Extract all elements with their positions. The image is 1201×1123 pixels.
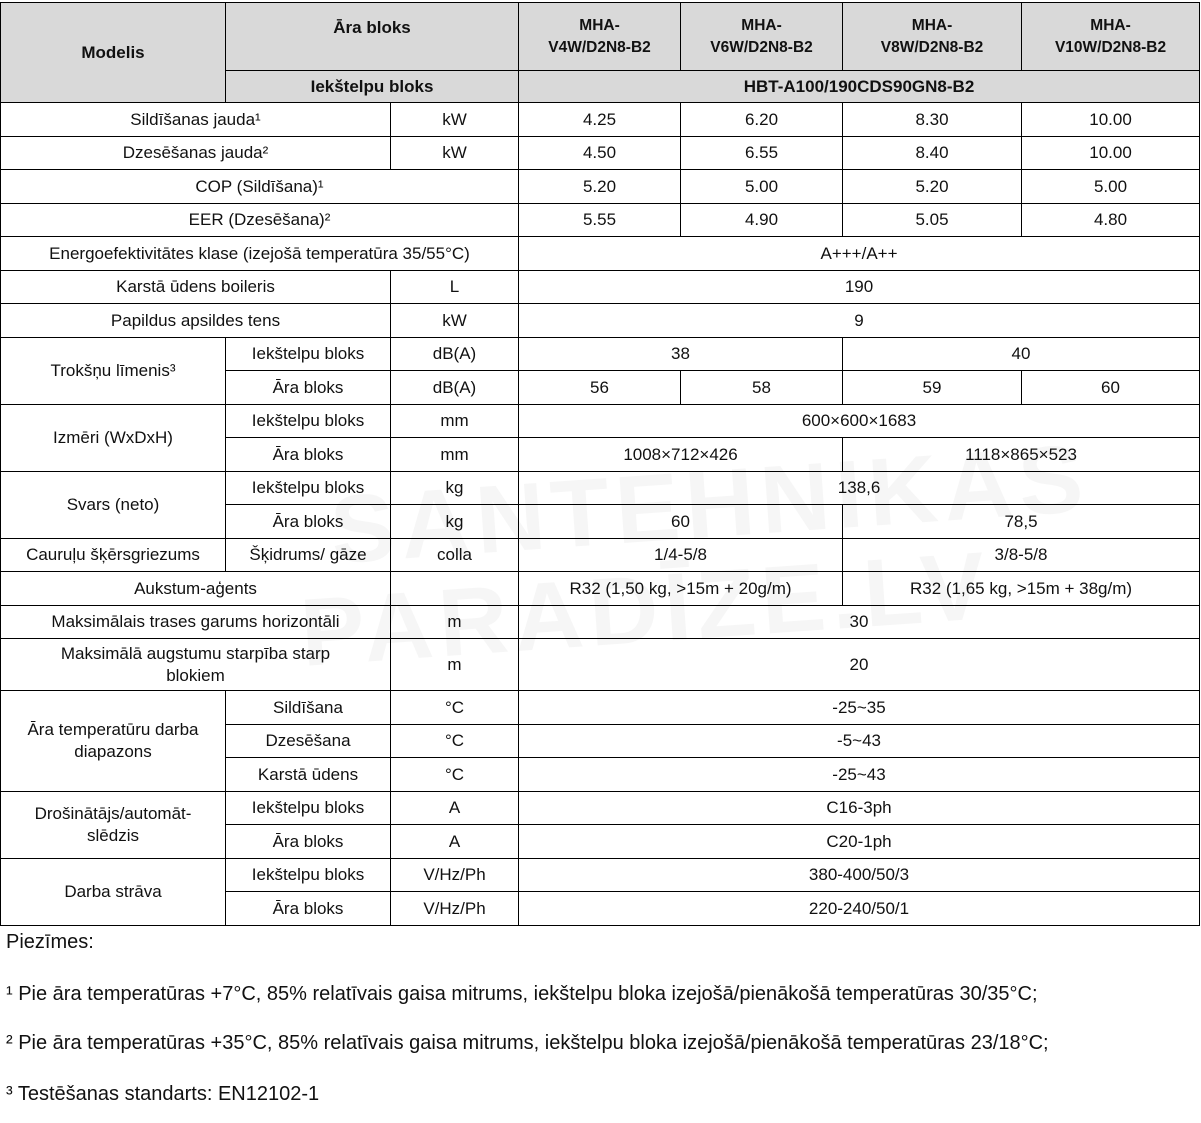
value-pipe-2: 3/8-5/8	[843, 539, 1200, 572]
value-cooling-2: 6.55	[681, 137, 843, 170]
header-indoor-model: HBT-A100/190CDS90GN8-B2	[519, 71, 1200, 103]
value-heating-1: 4.25	[519, 103, 681, 137]
label-boiler: Karstā ūdens boileris	[1, 271, 391, 304]
row-weight-indoor	[1, 472, 1200, 505]
value-cop-2: 5.00	[681, 170, 843, 204]
value-noise-outdoor-1: 56	[519, 371, 681, 405]
row-heating-capacity	[1, 103, 1200, 137]
row-max-height	[1, 639, 1200, 691]
unit-weight-indoor: kg	[391, 472, 519, 505]
value-refrigerant-2: R32 (1,65 kg, >15m + 38g/m)	[843, 572, 1200, 606]
value-temp-heating: -25~35	[519, 691, 1200, 725]
unit-cooling-capacity: kW	[391, 137, 519, 170]
value-heating-3: 8.30	[843, 103, 1022, 137]
value-power-outdoor: 220-240/50/1	[519, 892, 1200, 926]
unit-heating-capacity: kW	[391, 103, 519, 137]
label-refrigerant: Aukstum-aģents	[1, 572, 391, 606]
label-pipe: Cauruļu šķērsgriezums	[1, 539, 226, 572]
label-eer: EER (Dzesēšana)²	[1, 204, 519, 237]
sublabel-pipe: Šķidrums/ gāze	[226, 539, 391, 572]
sublabel-dimensions-outdoor: Āra bloks	[226, 438, 391, 472]
header-outdoor-unit: Āra bloks	[226, 3, 519, 71]
value-fuse-outdoor: C20-1ph	[519, 825, 1200, 859]
label-fuse: Drošinātājs/automāt-slēdzis	[1, 792, 226, 859]
notes-title: Piezīmes:	[6, 931, 94, 953]
value-noise-indoor-1: 38	[519, 338, 843, 371]
unit-temp-heating: °C	[391, 691, 519, 725]
value-weight-outdoor-1: 60	[519, 505, 843, 539]
sublabel-noise-indoor: Iekštelpu bloks	[226, 338, 391, 371]
unit-power-indoor: V/Hz/Ph	[391, 859, 519, 892]
header-indoor-unit: Iekštelpu bloks	[226, 71, 519, 103]
header-row-outdoor	[1, 3, 1200, 71]
sublabel-dimensions-indoor: Iekštelpu bloks	[226, 405, 391, 438]
header-model-3: MHA- V8W/D2N8-B2	[843, 3, 1022, 71]
value-cooling-1: 4.50	[519, 137, 681, 170]
note-3: ³ Testēšanas standarts: EN12102-1	[6, 1083, 320, 1105]
sublabel-temp-heating: Sildīšana	[226, 691, 391, 725]
row-dimensions-indoor	[1, 405, 1200, 438]
sublabel-temp-dhw: Karstā ūdens	[226, 758, 391, 792]
unit-weight-outdoor: kg	[391, 505, 519, 539]
row-max-length	[1, 606, 1200, 639]
value-max-height: 20	[519, 639, 1200, 691]
value-weight-indoor: 138,6	[519, 472, 1200, 505]
sublabel-fuse-indoor: Iekštelpu bloks	[226, 792, 391, 825]
value-power-indoor: 380-400/50/3	[519, 859, 1200, 892]
row-refrigerant	[1, 572, 1200, 606]
unit-fuse-indoor: A	[391, 792, 519, 825]
value-dimensions-outdoor-2: 1118×865×523	[843, 438, 1200, 472]
value-heating-2: 6.20	[681, 103, 843, 137]
row-temp-heating	[1, 691, 1200, 725]
label-heating-capacity: Sildīšanas jauda¹	[1, 103, 391, 137]
header-modelis: Modelis	[1, 3, 226, 103]
row-eer	[1, 204, 1200, 237]
value-heater: 9	[519, 304, 1200, 338]
sublabel-power-indoor: Iekštelpu bloks	[226, 859, 391, 892]
value-dimensions-outdoor-1: 1008×712×426	[519, 438, 843, 472]
unit-temp-cooling: °C	[391, 725, 519, 758]
value-fuse-indoor: C16-3ph	[519, 792, 1200, 825]
unit-fuse-outdoor: A	[391, 825, 519, 859]
sublabel-weight-indoor: Iekštelpu bloks	[226, 472, 391, 505]
sublabel-power-outdoor: Āra bloks	[226, 892, 391, 926]
header-model-1: MHA- V4W/D2N8-B2	[519, 3, 681, 71]
note-2: ² Pie āra temperatūras +35°C, 85% relatīvais gaisa mitrums, iekštelpu bloka izejošā/pienākošā temperatūras 23/18°C;	[6, 1032, 1049, 1054]
value-max-length: 30	[519, 606, 1200, 639]
value-temp-cooling: -5~43	[519, 725, 1200, 758]
value-pipe-1: 1/4-5/8	[519, 539, 843, 572]
value-dimensions-indoor: 600×600×1683	[519, 405, 1200, 438]
value-heating-4: 10.00	[1022, 103, 1200, 137]
row-cooling-capacity	[1, 137, 1200, 170]
value-eer-4: 4.80	[1022, 204, 1200, 237]
label-heater: Papildus apsildes tens	[1, 304, 391, 338]
unit-refrigerant-empty	[391, 572, 519, 606]
unit-max-height: m	[391, 639, 519, 691]
spec-table	[0, 2, 1200, 926]
sublabel-fuse-outdoor: Āra bloks	[226, 825, 391, 859]
value-eer-1: 5.55	[519, 204, 681, 237]
unit-max-length: m	[391, 606, 519, 639]
value-cop-3: 5.20	[843, 170, 1022, 204]
label-max-length: Maksimālais trases garums horizontāli	[1, 606, 391, 639]
value-eer-3: 5.05	[843, 204, 1022, 237]
value-weight-outdoor-2: 78,5	[843, 505, 1200, 539]
unit-dimensions-outdoor: mm	[391, 438, 519, 472]
unit-temp-dhw: °C	[391, 758, 519, 792]
value-noise-outdoor-2: 58	[681, 371, 843, 405]
label-max-height: Maksimālā augstumu starpība starp blokiem	[1, 639, 391, 691]
row-power-indoor	[1, 859, 1200, 892]
unit-boiler: L	[391, 271, 519, 304]
value-noise-indoor-2: 40	[843, 338, 1200, 371]
value-noise-outdoor-4: 60	[1022, 371, 1200, 405]
unit-heater: kW	[391, 304, 519, 338]
row-energy-class	[1, 237, 1200, 271]
label-power: Darba strāva	[1, 859, 226, 926]
sublabel-temp-cooling: Dzesēšana	[226, 725, 391, 758]
label-cooling-capacity: Dzesēšanas jauda²	[1, 137, 391, 170]
unit-power-outdoor: V/Hz/Ph	[391, 892, 519, 926]
label-weight: Svars (neto)	[1, 472, 226, 539]
header-model-2: MHA- V6W/D2N8-B2	[681, 3, 843, 71]
value-boiler: 190	[519, 271, 1200, 304]
row-heater	[1, 304, 1200, 338]
value-temp-dhw: -25~43	[519, 758, 1200, 792]
value-cooling-4: 10.00	[1022, 137, 1200, 170]
label-dimensions: Izmēri (WxDxH)	[1, 405, 226, 472]
row-pipe	[1, 539, 1200, 572]
row-fuse-indoor	[1, 792, 1200, 825]
value-cop-1: 5.20	[519, 170, 681, 204]
header-model-4: MHA- V10W/D2N8-B2	[1022, 3, 1200, 71]
unit-pipe: colla	[391, 539, 519, 572]
note-1: ¹ Pie āra temperatūras +7°C, 85% relatīvais gaisa mitrums, iekštelpu bloka izejošā/pienākošā temperatūras 30/35°C;	[6, 983, 1038, 1005]
value-cooling-3: 8.40	[843, 137, 1022, 170]
sublabel-weight-outdoor: Āra bloks	[226, 505, 391, 539]
unit-noise-outdoor: dB(A)	[391, 371, 519, 405]
label-noise: Trokšņu līmenis³	[1, 338, 226, 405]
row-noise-indoor	[1, 338, 1200, 371]
value-energy-class: A+++/A++	[519, 237, 1200, 271]
row-boiler	[1, 271, 1200, 304]
unit-dimensions-indoor: mm	[391, 405, 519, 438]
unit-noise-indoor: dB(A)	[391, 338, 519, 371]
value-refrigerant-1: R32 (1,50 kg, >15m + 20g/m)	[519, 572, 843, 606]
value-noise-outdoor-3: 59	[843, 371, 1022, 405]
value-eer-2: 4.90	[681, 204, 843, 237]
label-cop: COP (Sildīšana)¹	[1, 170, 519, 204]
label-energy-class: Energoefektivitātes klase (izejošā temperatūra 35/55°C)	[1, 237, 519, 271]
label-temp-range: Āra temperatūru darba diapazons	[1, 691, 226, 792]
sublabel-noise-outdoor: Āra bloks	[226, 371, 391, 405]
row-cop	[1, 170, 1200, 204]
value-cop-4: 5.00	[1022, 170, 1200, 204]
